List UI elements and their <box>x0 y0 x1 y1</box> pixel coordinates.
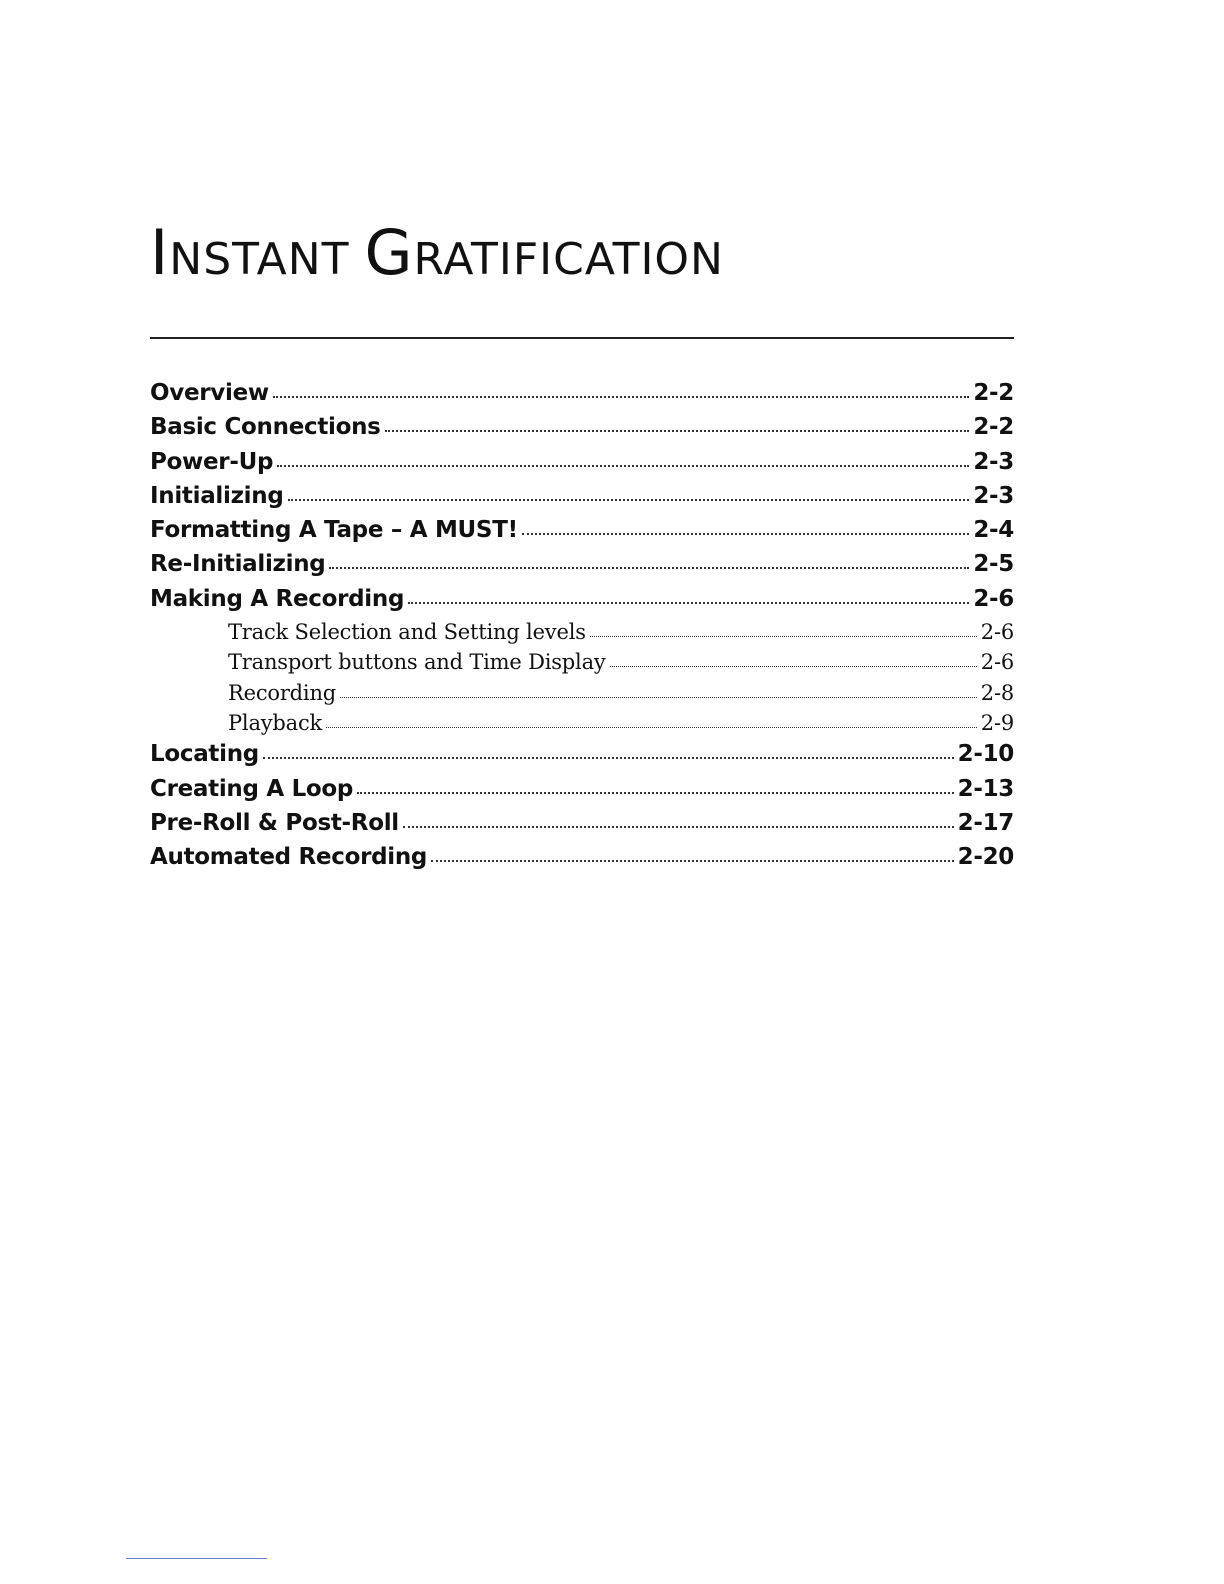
dot-leader <box>408 602 969 604</box>
dot-leader <box>403 826 954 828</box>
toc-entry-title: Creating A Loop <box>150 775 354 802</box>
dot-leader <box>329 567 969 569</box>
toc-entry-title: Re-Initializing <box>150 551 326 578</box>
footer-rule <box>126 1558 267 1559</box>
toc-page-number: 2-3 <box>973 482 1014 509</box>
toc-entry-title: Track Selection and Setting levels <box>228 620 586 645</box>
toc-entry-title: Power-Up <box>150 448 274 475</box>
dot-leader <box>590 636 977 637</box>
dot-leader <box>610 666 977 667</box>
toc-page-number: 2-20 <box>957 844 1014 871</box>
toc-entry[interactable] <box>150 380 1014 414</box>
toc-entry-title: Playback <box>228 710 323 735</box>
dot-leader <box>288 499 970 501</box>
dot-leader <box>431 860 954 862</box>
dot-leader <box>385 430 970 432</box>
toc-page-number: 2-5 <box>973 551 1014 578</box>
toc-subentry[interactable] <box>150 711 1014 741</box>
title-word-1: NSTANT <box>169 234 350 285</box>
toc-entry-title: Initializing <box>150 482 284 509</box>
dot-leader <box>357 792 954 794</box>
toc-entry-title: Locating <box>150 741 259 768</box>
toc-entry[interactable] <box>150 414 1014 448</box>
toc-entry-title: Recording <box>228 680 337 705</box>
title-initial-1: I <box>150 216 170 289</box>
toc-page-number: 2-13 <box>957 775 1014 802</box>
toc-entry-title: Automated Recording <box>150 844 428 871</box>
toc-subentry[interactable] <box>150 620 1014 650</box>
dot-leader <box>273 396 970 398</box>
toc-page-number: 2-2 <box>973 380 1014 406</box>
toc-entry[interactable] <box>150 517 1014 551</box>
title-word-2: RATIFICATION <box>413 234 724 285</box>
toc-entry[interactable] <box>150 844 1014 878</box>
toc-entry-title: Formatting A Tape – A MUST! <box>150 517 518 544</box>
dot-leader <box>263 757 954 759</box>
toc-entry[interactable] <box>150 483 1014 517</box>
toc-entry-title: Overview <box>150 380 269 406</box>
toc-page-number: 2-6 <box>973 585 1014 612</box>
toc-entry-title: Basic Connections <box>150 414 381 441</box>
toc-subentry[interactable] <box>150 681 1014 711</box>
table-of-contents <box>150 380 1014 878</box>
toc-entry[interactable] <box>150 449 1014 483</box>
toc-page-number: 2-8 <box>980 680 1014 705</box>
toc-entry[interactable] <box>150 586 1014 620</box>
toc-page-number: 2-17 <box>957 809 1014 836</box>
toc-page-number: 2-6 <box>980 620 1014 645</box>
toc-page-number: 2-6 <box>980 650 1014 675</box>
toc-subentry[interactable] <box>150 650 1014 680</box>
toc-page-number: 2-2 <box>973 414 1014 441</box>
dot-leader <box>326 727 977 728</box>
toc-entry[interactable] <box>150 776 1014 810</box>
toc-page-number: 2-3 <box>973 448 1014 475</box>
toc-entry-title: Making A Recording <box>150 585 405 612</box>
toc-entry[interactable] <box>150 741 1014 775</box>
dot-leader <box>277 465 969 467</box>
toc-page-number: 2-10 <box>957 741 1014 768</box>
toc-page-number: 2-9 <box>980 710 1014 735</box>
toc-entry[interactable] <box>150 551 1014 585</box>
dot-leader <box>522 533 970 535</box>
toc-entry-title: Transport buttons and Time Display <box>228 650 606 675</box>
toc-page-number: 2-4 <box>973 517 1014 544</box>
toc-entry[interactable] <box>150 810 1014 844</box>
page-title <box>150 216 724 289</box>
title-divider <box>150 337 1014 339</box>
dot-leader <box>340 697 977 698</box>
title-initial-2: G <box>364 216 414 289</box>
toc-entry-title: Pre-Roll & Post-Roll <box>150 809 399 836</box>
